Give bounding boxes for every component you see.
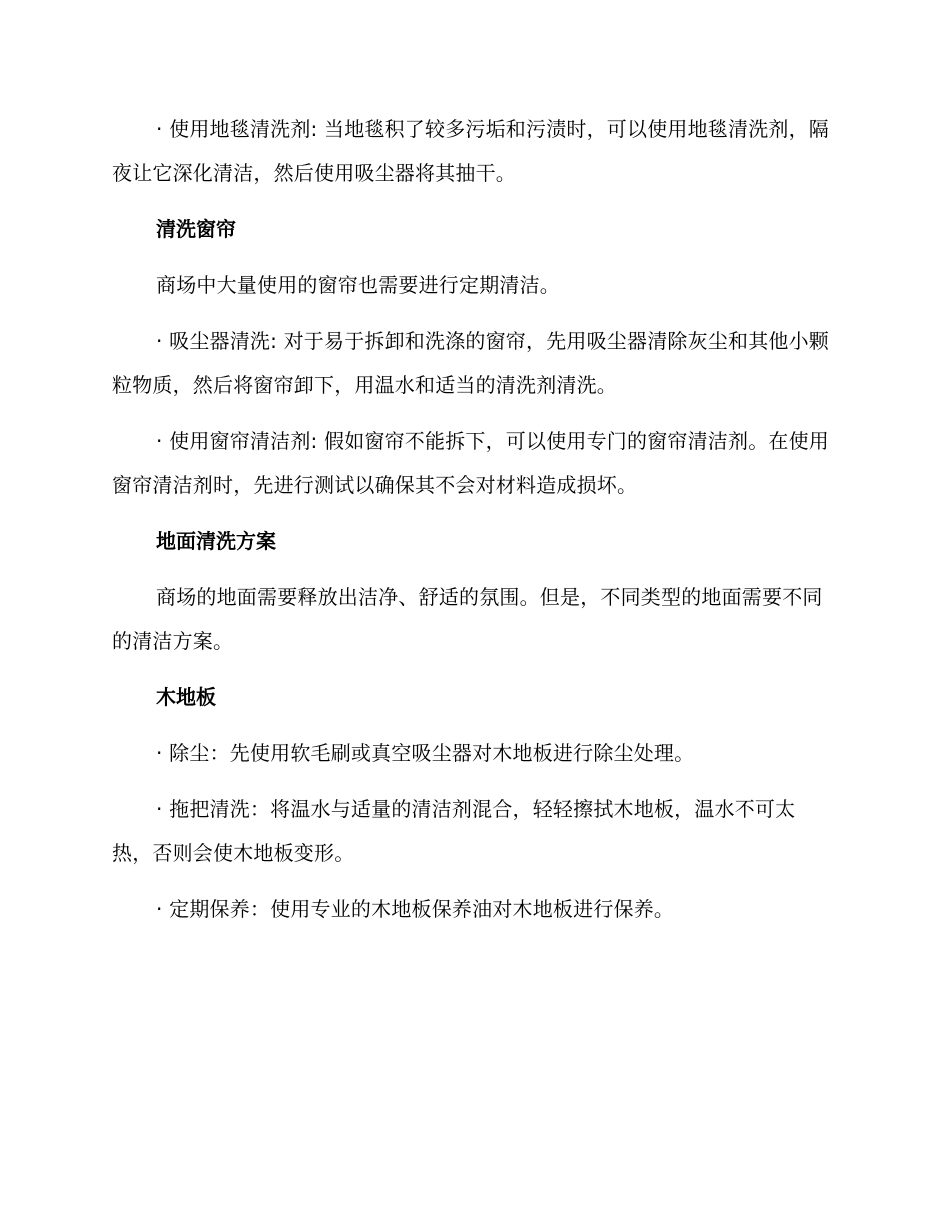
paragraph-floor-intro: 商场的地面需要释放出洁净、舒适的氛围。但是，不同类型的地面需要不同的清洁方案。 [112, 585, 823, 653]
document-body [112, 107, 832, 943]
heading-floor-cleaning-plan: 地面清洗方案 [156, 529, 276, 553]
paragraph-dusting: · 除尘：先使用软毛刷或真空吸尘器对木地板进行除尘处理。 [156, 741, 695, 765]
paragraph-vacuum-cleaning: · 吸尘器清洗: 对于易于拆卸和洗涤的窗帘，先用吸尘器清除灰尘和其他小颗粒物质，然后将窗帘卸下，用温水和适当的清洗剂清洗。 [112, 329, 830, 397]
heading-wood-floor: 木地板 [156, 685, 216, 709]
paragraph-curtain-intro: 商场中大量使用的窗帘也需要进行定期清洁。 [156, 273, 560, 297]
paragraph-maintenance: · 定期保养：使用专业的木地板保养油对木地板进行保养。 [156, 897, 675, 921]
heading-curtain-cleaning: 清洗窗帘 [156, 217, 236, 241]
paragraph-curtain-cleaner: · 使用窗帘清洁剂: 假如窗帘不能拆下，可以使用专门的窗帘清洁剂。在使用窗帘清洁剂时，先进行测试以确保其不会对材料造成损坏。 [112, 429, 830, 497]
paragraph-mopping: · 拖把清洗：将温水与适量的清洁剂混合，轻轻擦拭木地板，温水不可太热，否则会使木地板变形。 [112, 797, 796, 865]
paragraph-carpet-cleaner: · 使用地毯清洗剂: 当地毯积了较多污垢和污渍时，可以使用地毯清洗剂，隔夜让它深化清洁，然后使用吸尘器将其抽干。 [112, 117, 830, 185]
